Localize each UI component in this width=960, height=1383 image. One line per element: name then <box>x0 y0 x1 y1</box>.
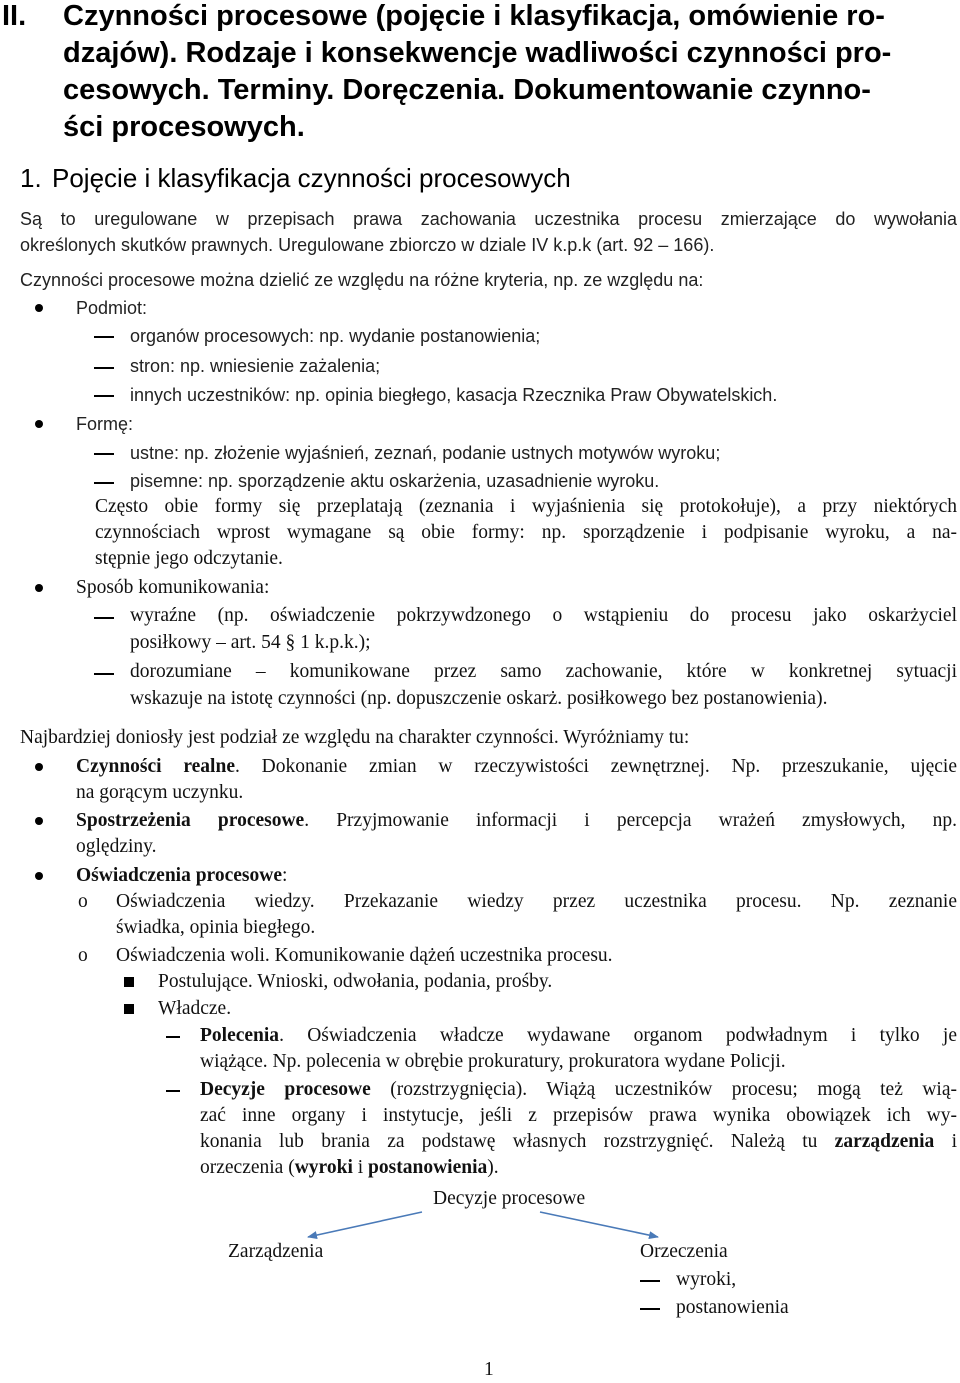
forma-note-line-2: czynnościach wprost wymagane są obie formy: np. sporządzenie i podpisanie wyroku, a na- <box>95 522 957 543</box>
arrow-right <box>540 1212 658 1237</box>
forma-item-1: ustne: np. złożenie wyjaśnień, zeznań, podanie ustnych motywów wyroku; <box>130 443 721 463</box>
forma-note-line-1: Często obie formy się przeplatają (zeznania i wyjaśnienia się protokołuje), a przy niektórych <box>95 496 957 517</box>
realne-line-2: na gorącym uczynku. <box>76 782 244 803</box>
realne-title: Czynności realne <box>76 756 235 777</box>
decyzje-line-2: zać inne organy i instytucje, jeśli z przepisów prawa wynika obowiązek ich wy- <box>200 1105 957 1126</box>
oswiadczenia-title: Oświadczenia procesowe <box>76 865 282 886</box>
intro-line-2: określonych skutków prawnych. Uregulowane zbiorczo w dziale IV k.p.k (art. 92 – 166). <box>20 235 715 255</box>
arrow-left <box>308 1212 422 1237</box>
dash-bullet <box>640 1280 660 1282</box>
spostrzezenia-text: . Przyjmowanie informacji i percepcja wrażeń zmysłowych, np. <box>304 810 957 831</box>
page-number: 1 <box>484 1359 494 1380</box>
section-number: II. <box>2 0 27 32</box>
diagram-root: Decyzje procesowe <box>433 1188 586 1209</box>
subsection-title: Pojęcie i klasyfikacja czynności procesowych <box>52 163 571 193</box>
decyzje-l4b: i <box>352 1157 369 1178</box>
spostrzezenia-title: Spostrzeżenia procesowe <box>76 810 305 831</box>
section-title-line-4: ści procesowych. <box>63 111 305 143</box>
diagram-right-item-2: postanowienia <box>676 1297 789 1318</box>
sposob-label: Sposób komunikowania: <box>76 577 270 598</box>
decyzje-l4c: ). <box>487 1157 499 1178</box>
wiedzy-line-2: świadka, opinia biegłego. <box>116 917 316 938</box>
polecenia-line-2: wiążące. Np. polecenia w obrębie prokuratury, prokuratora wydane Policji. <box>200 1051 786 1072</box>
forma-item-2: pisemne: np. sporządzenie aktu oskarżenia, uzasadnienie wyroku. <box>130 471 660 491</box>
oswiadczenia-colon: : <box>282 865 288 886</box>
woli-line: Oświadczenia woli. Komunikowanie dążeń uczestnika procesu. <box>116 945 613 966</box>
diagram-right: Orzeczenia <box>640 1241 728 1262</box>
forma-note-line-3: stępnie jego odczytanie. <box>95 548 283 569</box>
decyzje-i: i <box>934 1131 958 1152</box>
postulujace-line: Postulujące. Wnioski, odwołania, podania, prośby. <box>158 971 553 992</box>
charakter-intro: Najbardziej doniosły jest podział ze względu na charakter czynności. Wyróżniamy tu: <box>20 727 690 748</box>
podmiot-item-3: innych uczestników: np. opinia biegłego, kasacja Rzecznika Praw Obywatelskich. <box>130 385 778 405</box>
circle-bullet: o <box>78 891 88 912</box>
podmiot-item-2: stron: np. wniesienie zażalenia; <box>130 356 381 376</box>
polecenia-text: . Oświadczenia władcze wydawane organom podwładnym i tylko je <box>279 1025 957 1046</box>
dash-bullet <box>640 1308 660 1310</box>
decyzje-postanowienia: postanowienia <box>368 1157 488 1178</box>
intro-line-1: Są to uregulowane w przepisach prawa zachowania uczestnika procesu zmierzające do wywołania <box>20 209 957 229</box>
spostrzezenia-line-2: oględziny. <box>76 836 157 857</box>
decyzje-wyroki: wyroki <box>294 1157 353 1178</box>
decyzje-text: (rozstrzygnięcia). Wiążą uczestników procesu; mogą też wią- <box>370 1079 957 1100</box>
sposob-item-1-line-2: posiłkowy – art. 54 § 1 k.p.k.); <box>130 632 371 653</box>
circle-bullet: o <box>78 945 88 966</box>
wiedzy-line-1: Oświadczenia wiedzy. Przekazanie wiedzy przez uczestnika procesu. Np. zeznanie <box>116 891 957 912</box>
decyzje-l4a: orzeczenia ( <box>200 1157 295 1178</box>
sposob-item-1-line-1: wyraźne (np. oświadczenie pokrzywdzonego o wstąpieniu do procesu jako oskarżyciel <box>130 605 957 626</box>
section-title-line-2: dzajów). Rodzaje i konsekwencje wadliwości czynności pro- <box>63 37 892 69</box>
sposob-item-2-line-1: dorozumiane – komunikowane przez samo zachowanie, które w konkretnej sytuacji <box>130 661 957 682</box>
intro-line-3: Czynności procesowe można dzielić ze względu na różne kryteria, np. ze względu na: <box>20 270 704 290</box>
decyzje-zarzadzenia: zarządzenia <box>834 1131 935 1152</box>
podmiot-item-1: organów procesowych: np. wydanie postanowienia; <box>130 326 541 346</box>
section-title-line-3: cesowych. Terminy. Doręczenia. Dokumentowanie czynno- <box>63 74 871 106</box>
decyzje-title: Decyzje procesowe <box>200 1079 371 1100</box>
decyzje-line-3-text: konania lub brania za podstawę własnych rozstrzygnięć. Należą tu <box>200 1131 835 1152</box>
realne-text: . Dokonanie zmian w rzeczywistości zewnętrznej. Np. przeszukanie, ujęcie <box>234 756 957 777</box>
wladcze-line: Władcze. <box>158 998 232 1019</box>
section-title-line-1: Czynności procesowe (pojęcie i klasyfikacja, omówienie ro- <box>63 0 885 32</box>
forma-label: Formę: <box>76 414 134 434</box>
podmiot-label: Podmiot: <box>76 298 148 318</box>
diagram-left: Zarządzenia <box>228 1241 324 1262</box>
sposob-item-2-line-2: wskazuje na istotę czynności (np. dopuszczenie oskarż. posiłkowego bez postanowienia). <box>130 688 828 709</box>
polecenia-title: Polecenia <box>200 1025 280 1046</box>
subsection-number: 1. <box>20 163 42 193</box>
diagram-right-item-1: wyroki, <box>676 1269 737 1290</box>
